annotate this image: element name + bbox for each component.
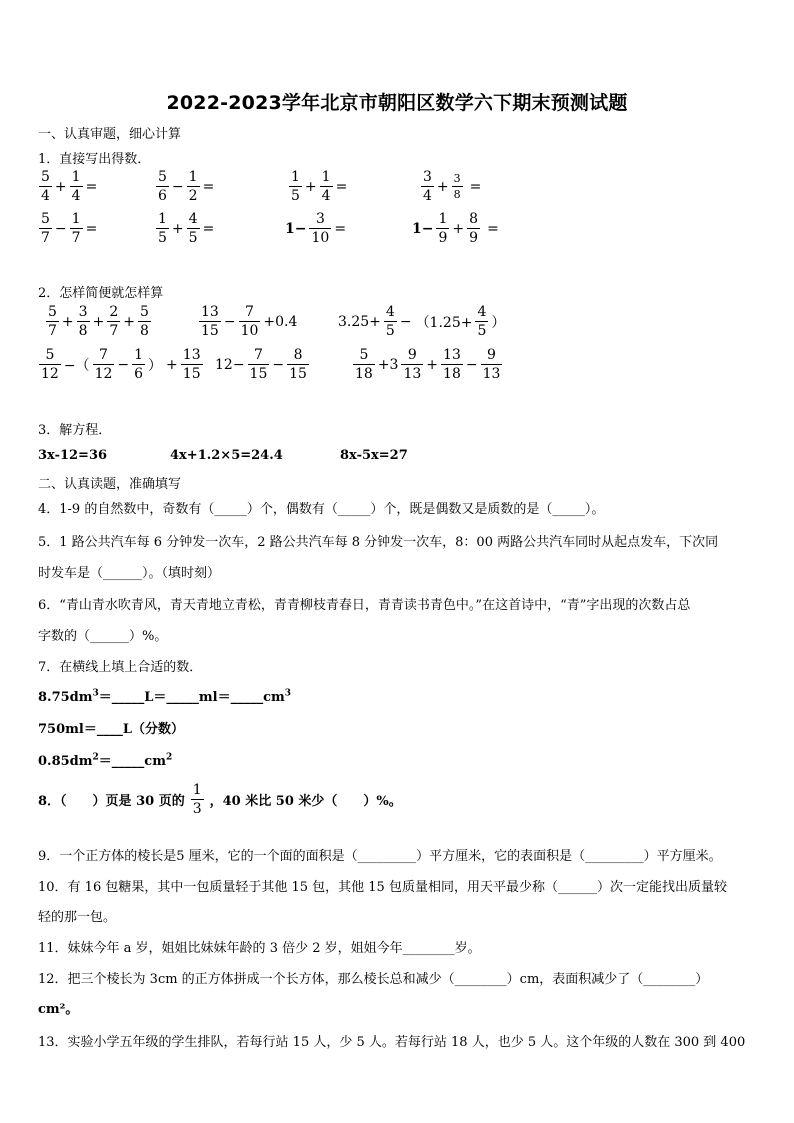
q2-expr-3: 3.25+ $\frac{4}{5}$ − （1.25+ $\frac{4}{5}$ ） [338, 304, 506, 339]
q2-expr-5: 12− $\frac{7}{15}$ − $\frac{8}{15}$ [215, 347, 307, 382]
question-8: 8．（ ）页是 30 页的 $\frac{1}{3}$ ，40 米比 50 米少（ ）%。 [38, 782, 402, 817]
q1-expr-4: $\frac{3}{4}$ + $\frac{3}{8}$ = [423, 169, 482, 204]
q3-equation-1: 3x-12=36 [38, 448, 108, 463]
question-9: 9．一个正方体的棱长是5 厘米，它的一个面的面积是（_________）平方厘米，它的表面积是（_________）平方厘米。 [38, 849, 722, 864]
section-heading-2: 二、认真读题，准确填写 [38, 477, 182, 492]
q3-equation-2: 4x+1.2×5=24.4 [170, 448, 283, 463]
question-7-line-2: 750ml＝____L（分数） [38, 722, 184, 737]
q2-expr-4: $\frac{5}{12}$ −（ $\frac{7}{12}$ − $\frac{1}{6}$ ） + $\frac{13}{15}$ [41, 347, 201, 382]
q1-expr-8: 1− $\frac{1}{9}$ + $\frac{8}{9}$ = [412, 211, 499, 246]
question-12-line-2: cm²。 [38, 1002, 79, 1017]
question-10-line-1: 10．有 16 包糖果，其中一包质量轻于其他 15 包，其他 15 包质量相同，用天平最少称（______）次一定能找出质量较 [38, 880, 727, 895]
page-title: 2022-2023学年北京市朝阳区数学六下期末预测试题 [166, 92, 628, 114]
question-1-label: 1．直接写出得数． [38, 152, 151, 167]
q1-expr-7: 1− $\frac{3}{10}$ = [285, 211, 347, 246]
question-3-label: 3．解方程． [38, 423, 112, 438]
question-5-line-2: 时发车是（______）。（填时刻） [38, 566, 221, 581]
question-13: 13．实验小学五年级的学生排队，若每行站 15 人，少 5 人。若每行站 18 人，也少 5 人。这个年级的人数在 300 到 400 [38, 1035, 746, 1050]
q1-expr-5: $\frac{5}{7}$ − $\frac{1}{7}$ = [41, 211, 98, 246]
question-12-line-1: 12．把三个棱长为 3cm 的正方体拼成一个长方体，那么棱长总和减少（________）cm，表面积减少了（________） [38, 972, 709, 987]
q1-expr-3: $\frac{1}{5}$ + $\frac{1}{4}$ = [291, 169, 348, 204]
q2-expr-1: $\frac{5}{7}$ + $\frac{3}{8}$ + $\frac{2}{7}$ + $\frac{5}{8}$ [48, 304, 149, 339]
question-7-line-1: $8.75dm^3=\_\_\_\_\_L=\_\_\_\_\_ml=\_\_\_\_\_cm^3$ [38, 688, 292, 705]
q2-expr-2: $\frac{13}{15}$ − $\frac{7}{10}$ +0.4 [201, 304, 298, 339]
question-7-label: 7．在横线上填上合适的数． [38, 660, 203, 675]
q3-equation-3: 8x-5x=27 [340, 448, 408, 463]
section-heading-1: 一、认真审题，细心计算 [38, 127, 182, 142]
q2-expr-6: $\frac{5}{18}$ +3 $\frac{9}{13}$ + $\frac{13}{18}$ − $\frac{9}{13}$ [355, 347, 501, 382]
question-4: 4．1-9 的自然数中，奇数有（_____）个，偶数有（_____）个，既是偶数又是质数的是（_____）。 [38, 502, 605, 517]
question-6-line-1: 6．“青山青水吹青风，青天青地立青松，青青柳枝青春日，青青读书青色中。”在这首诗中，“青”字出现的次数占总 [38, 598, 691, 613]
question-10-line-2: 轻的那一包。 [38, 910, 117, 925]
question-6-line-2: 字数的（______）%。 [38, 629, 168, 644]
question-2-label: 2．怎样简便就怎样算 [38, 286, 164, 301]
q1-expr-1: $\frac{5}{4}$ + $\frac{1}{4}$ = [41, 169, 98, 204]
question-7-line-3: $0.85dm^2=\_\_\_\_\_cm^2$ [38, 752, 173, 769]
q1-expr-6: $\frac{1}{5}$ + $\frac{4}{5}$ = [158, 211, 215, 246]
question-11: 11．妹妹今年 a 岁，姐姐比妹妹年龄的 3 倍少 2 岁，姐姐今年________岁。 [38, 941, 481, 956]
q1-expr-2: $\frac{5}{6}$ − $\frac{1}{2}$ = [158, 169, 215, 204]
question-5-line-1: 5．1 路公共汽车每 6 分钟发一次车，2 路公共汽车每 8 分钟发一次车，8：00 两路公共汽车同时从起点发车，下次同 [38, 535, 719, 550]
